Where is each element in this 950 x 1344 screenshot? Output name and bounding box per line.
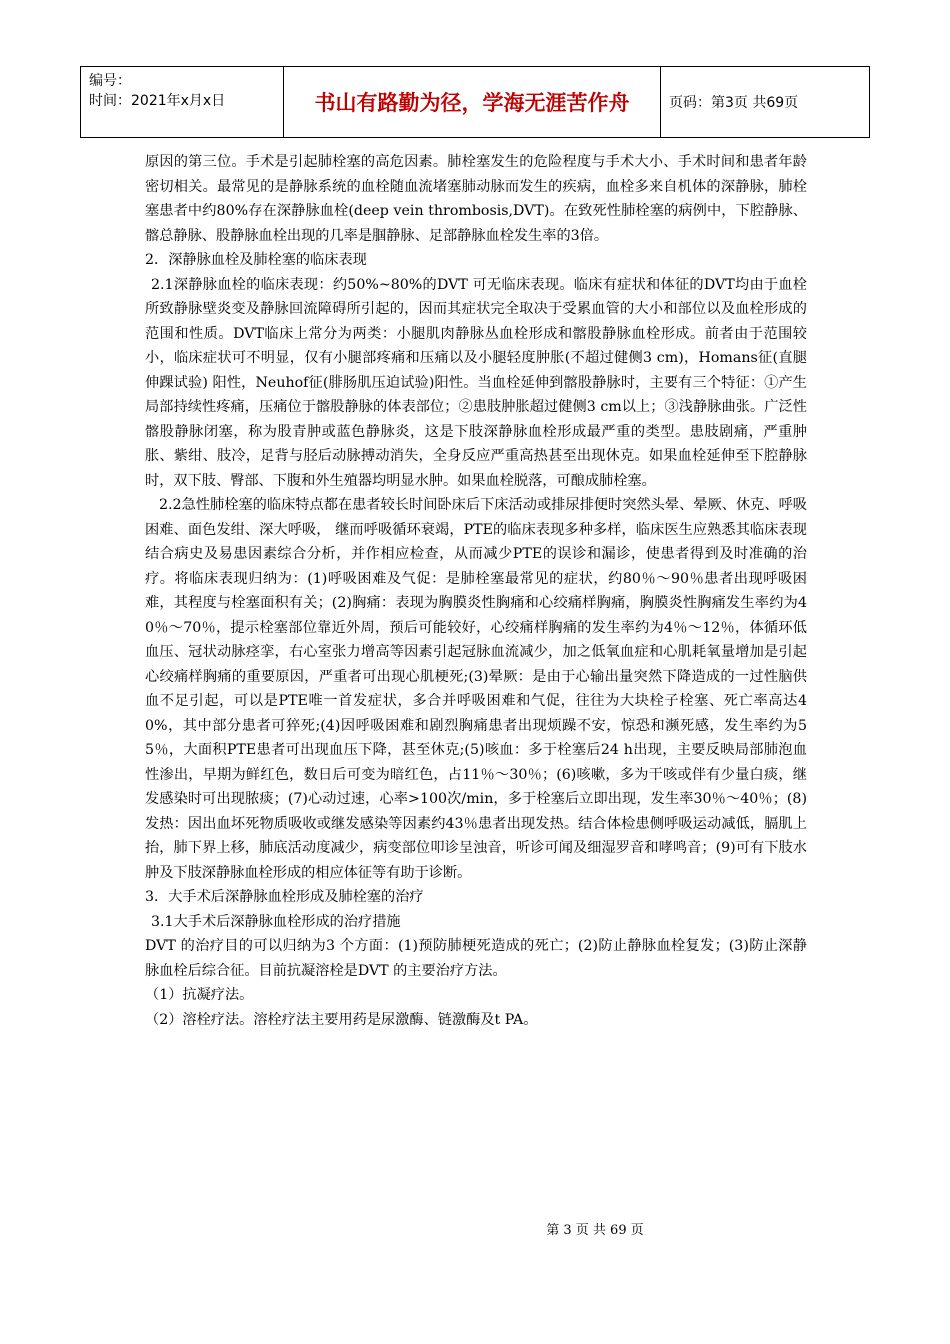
list-item: （1）抗凝疗法。	[145, 987, 254, 1003]
page-header	[80, 66, 870, 138]
paragraph: 2.1深静脉血栓的临床表现：约50%~80%的DVT 可无临床表现。临床有症状和体征的DVT均由于血栓所致静脉壁炎变及静脉回流障碍所引起的，因而其症状完全取决于受累血管的大小和部位以及血栓形成的范围和性质。DVT临床上常分为两类：小腿肌肉静脉丛血栓形成和髂股静脉血栓形成。前者由于范围较小，临床症状可不明显，仅有小腿部疼痛和压痛以及小腿轻度肿胀(不超过健侧3 cm)，Homans征(直腿伸踝试验) 阳性，Neuhof征(腓肠肌压迫试验)阳性。当血栓延伸到髂股静脉时，主要有三个特征：①产生局部持续性疼痛，压痛位于髂股静脉的体表部位；②患肢肿胀超过健侧3 cm以上；③浅静脉曲张。广泛性髂股静脉闭塞，称为股青肿或蓝色静脉炎，这是下肢深静脉血栓形成最严重的类型。患肢剧痛，严重肿胀、紫绀、肢冷，足背与胫后动脉搏动消失，全身反应严重高热甚至出现休克。如果血栓延伸至下腔静脉时，双下肢、臀部、下腹和外生殖器均明显水肿。如果血栓脱落，可酿成肺栓塞。	[145, 276, 807, 489]
paragraph: DVT 的治疗目的可以归纳为3 个方面：(1)预防肺梗死造成的死亡；(2)防止静脉血栓复发；(3)防止深静脉血栓后综合征。目前抗凝溶栓是DVT 的主要治疗方法。	[145, 938, 807, 979]
section-heading: 3．大手术后深静脉血栓形成及肺栓塞的治疗	[145, 889, 424, 905]
section-heading: 2．深静脉血栓及肺栓塞的临床表现	[145, 252, 367, 268]
paragraph: 2.2急性肺栓塞的临床特点都在患者较长时间卧床后下床活动或排尿排便时突然头晕、晕厥、休克、呼吸困难、面色发绀、深大呼吸， 继而呼吸循环衰竭，PTE的临床表现多种多样，临床医生应熟悉其临床表现结合病史及易患因素综合分析，并作相应检查，从而减少PTE的误诊和漏诊，使患者得到及时准确的治疗。将临床表现归纳为：(1)呼吸困难及气促：是肺栓塞最常见的症状，约80％～90％患者出现呼吸困难，其程度与栓塞面积有关；(2)胸痛：表现为胸膜炎性胸痛和心绞痛样胸痛，胸膜炎性胸痛发生率约为40％～70％，提示栓塞部位靠近外周，预后可能较好，心绞痛样胸痛的发生率约为4％～12％，体循环低血压、冠状动脉痉挛，右心室张力增高等因素引起冠脉血流减少，加之低氧血症和心肌耗氧量增加是引起心绞痛样胸痛的重要原因，严重者可出现心肌梗死;(3)晕厥：是由于心输出量突然下降造成的一过性脑供血不足引起，可以是PTE唯一首发症状，多合并呼吸困难和气促，往往为大块栓子栓塞、死亡率高达40%，其中部分患者可猝死;(4)因呼吸困难和剧烈胸痛患者出现烦躁不安，惊恐和濒死感，发生率约为55％，大面积PTE患者可出现血压下降，甚至休克;(5)咳血：多于栓塞后24 h出现，主要反映局部肺泡血性渗出，早期为鲜红色，数日后可变为暗红色，占11％～30％；(6)咳嗽，多为干咳或伴有少量白痰，继发感染时可出现脓痰；(7)心动过速，心率>100次/min，多于栓塞后立即出现，发生率30％～40％；(8)发热：因出血坏死物质吸收或继发感染等因素约43％患者出现发热。结合体检患侧呼吸运动减低，膈肌上抬，肺下界上移，肺底活动度减少，病变部位叩诊呈浊音，听诊可闻及细湿罗音和哮鸣音；(9)可有下肢水肿及下肢深静脉血栓形成的相应体征等有助于诊断。	[145, 497, 807, 881]
paragraph: 原因的第三位。手术是引起肺栓塞的高危因素。肺栓塞发生的危险程度与手术大小、手术时间和患者年龄密切相关。最常见的是静脉系统的血栓随血流堵塞肺动脉而发生的疾病，血栓多来自机体的深静脉，肺栓塞患者中约80%存在深静脉血栓(deep vein thrombosis,DVT)。在致死性肺栓塞的病例中，下腔静脉、髂总静脉、股静脉血栓出现的几率是腘静脉、足部静脉血栓发生率的3倍。	[145, 154, 807, 244]
document-date: 时间：2021年x月x日	[89, 93, 226, 109]
header-meta	[81, 67, 284, 137]
document-number-label: 编号：	[89, 73, 131, 89]
list-item: （2）溶栓疗法。溶栓疗法主要用药是尿激酶、链激酶及t PA。	[145, 1011, 538, 1028]
subsection-heading: 3.1大手术后深静脉血栓形成的治疗措施	[151, 913, 401, 930]
page-footer: 第 3 页 共 69 页	[546, 1223, 644, 1238]
header-page-number: 页码：第3页 共69页	[669, 95, 799, 111]
header-motto: 书山有路勤为径，学海无涯苦作舟	[284, 67, 661, 137]
document-body	[145, 150, 807, 1032]
